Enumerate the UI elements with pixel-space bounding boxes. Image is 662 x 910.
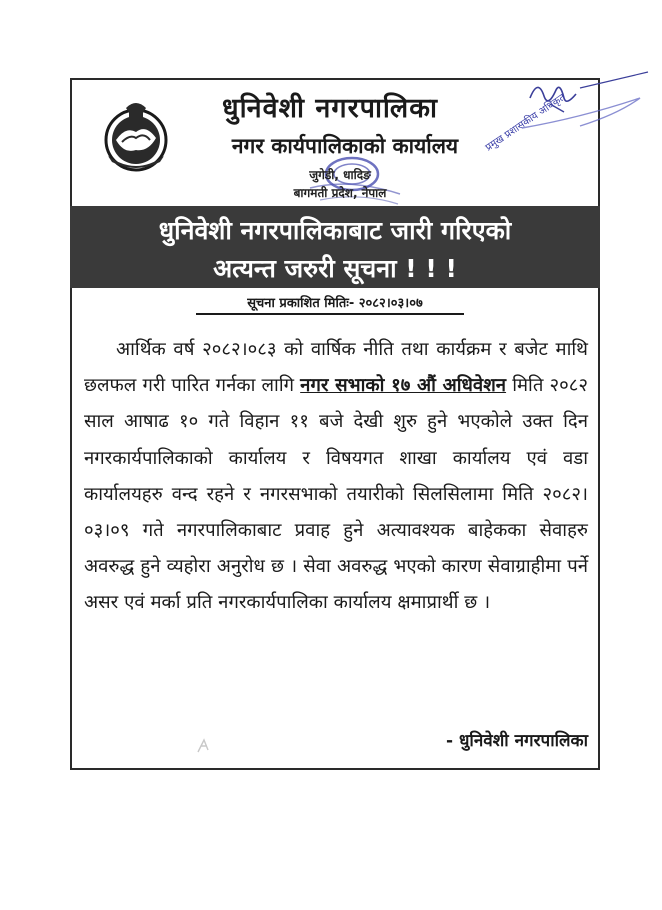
body-highlight: नगर सभाको १७ औं अधिवेशन [300, 375, 507, 397]
org-name: धुनिवेशी नगरपालिका [222, 93, 438, 124]
closing-signature-line: - धुनिवेशी नगरपालिका [445, 731, 588, 751]
headline-line-1: धुनिवेशी नगरपालिकाबाट जारी गरिएको [158, 216, 512, 245]
notice-body [84, 332, 588, 622]
stray-pen-mark-icon [196, 736, 218, 754]
publish-label: सूचना प्रकाशित मितिः- [247, 296, 355, 311]
publish-date-line [70, 293, 600, 311]
office-name: नगर कार्यपालिकाको कार्यालय [231, 134, 459, 158]
body-part-1: आर्थिक वर्ष २०८२।०८३ को वार्षिक नीति तथा कार्यक्रम र बजेट माथि छलफल गरी पारित गर्नका लागि [84, 339, 588, 397]
office-location: जुगेडी, धादिङ [309, 168, 371, 182]
office-province: बागमती प्रदेश, नेपाल [293, 186, 387, 200]
publish-date: २०८२।०३।०७ [358, 296, 423, 311]
publish-underline [196, 313, 464, 315]
nepal-emblem-icon [96, 96, 176, 176]
headline-line-2: अत्यन्त जरुरी सूचना ! ! ! [213, 254, 457, 283]
body-part-2: मिति २०८२ साल आषाढ १० गते विहान ११ बजे देखी शुरु हुने भएकोले उक्त दिन नगरकार्यपालिकाको कार्यालय र विषयगत शाखा कार्यालय एवं वडा कार्यालयहरु वन्द रहने र नगरसभाको तयारीको सिलसिलामा मिति २०८२।०३।०९ गते नगरपालिकाबाट प्रवाह हुने अत्यावश्यक बाहेकका सेवाहरु अवरुद्ध हुने व्यहोरा अनुरोध छ । सेवा अवरुद्ध भएको कारण सेवाग्राहीमा पर्ने असर एवं मर्का प्रति नगरकार्यपालिका कार्यालय क्षमाप्रार्थी छ । [84, 375, 588, 614]
sign-caption: प्रमुख प्रशासकीय अधिकृत [483, 91, 568, 154]
